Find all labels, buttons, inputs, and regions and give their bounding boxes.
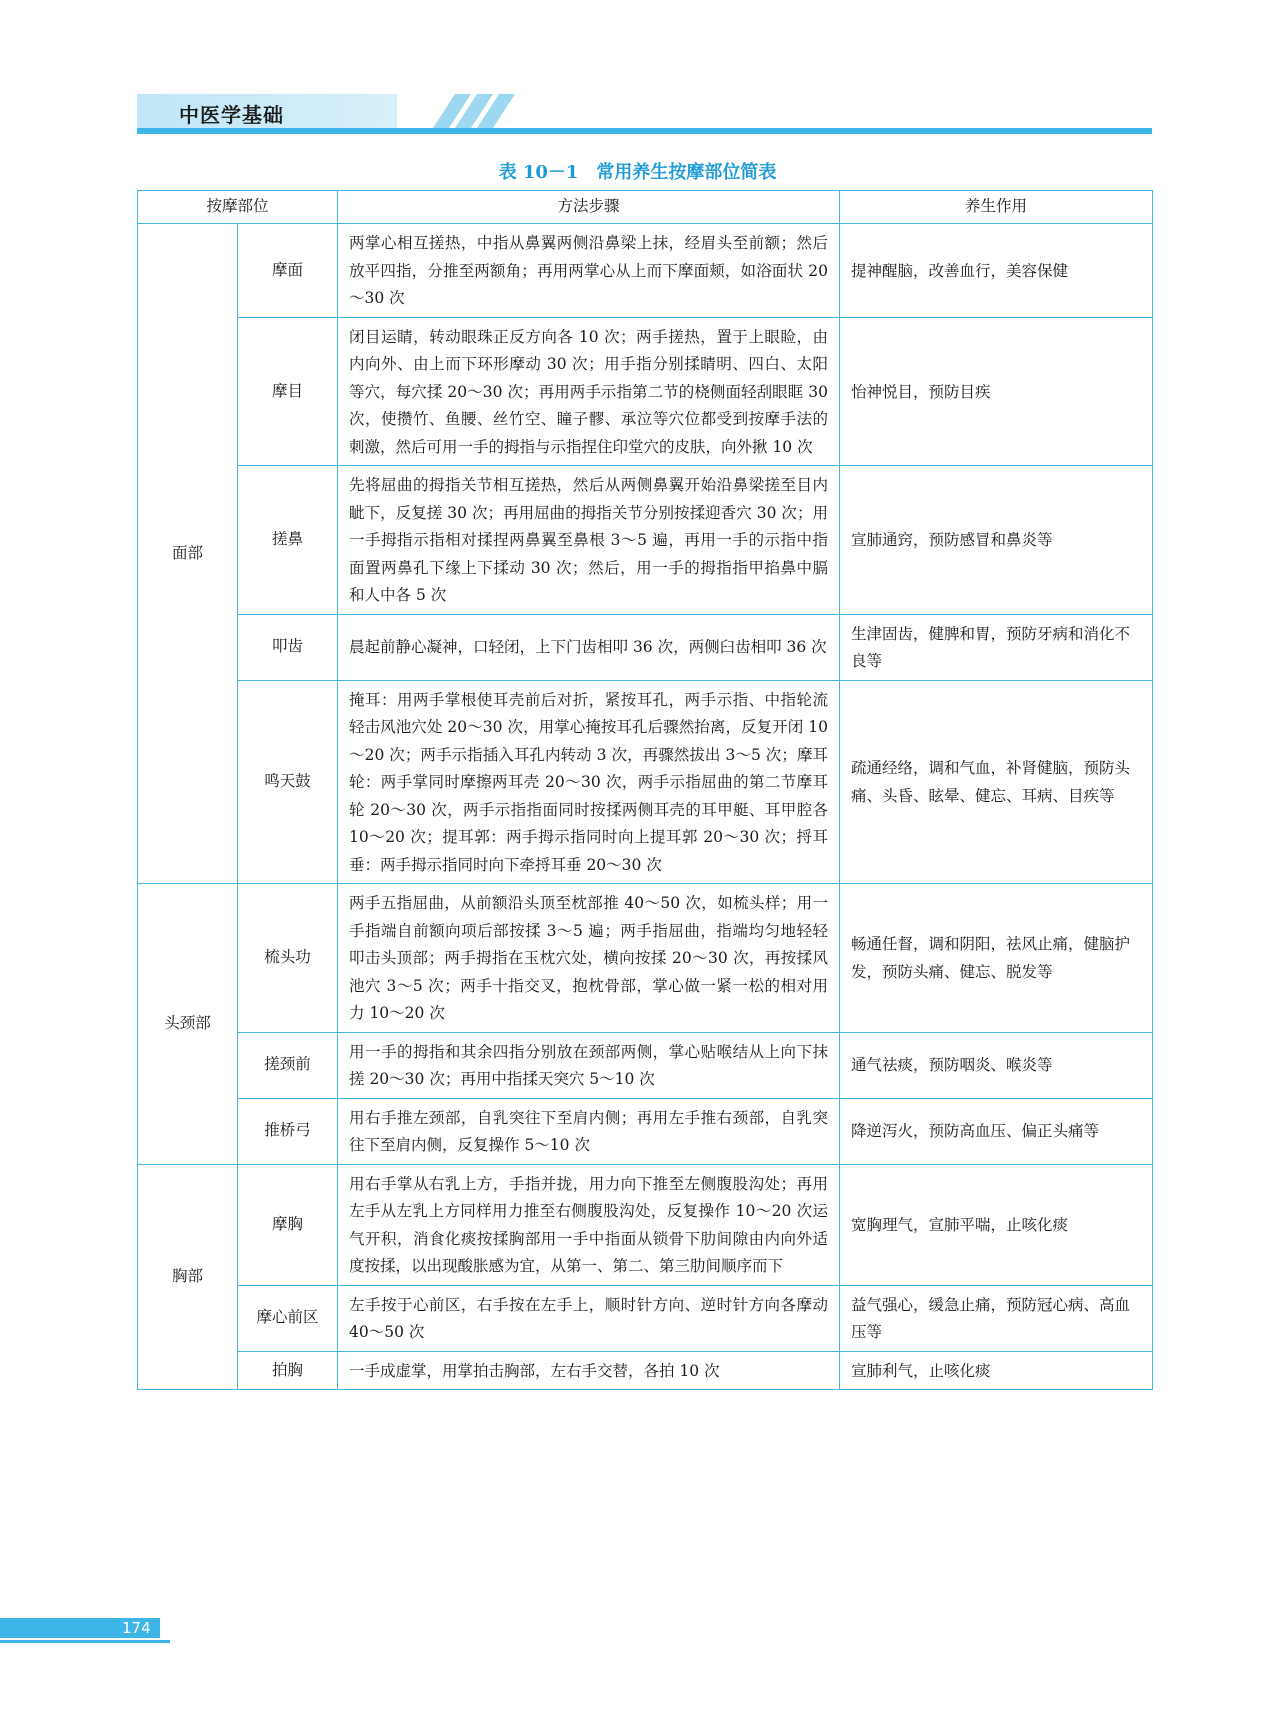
table-row [138, 224, 1153, 318]
table-row [138, 1032, 1153, 1098]
massage-name: 叩齿 [238, 614, 338, 680]
massage-name: 摩胸 [238, 1164, 338, 1285]
table-row [138, 317, 1153, 466]
method-cell: 用右手推左颈部，自乳突往下至肩内侧；再用左手推右颈部，自乳突往下至肩内侧，反复操作 5～10 次 [338, 1098, 840, 1164]
book-title: 中医学基础 [179, 103, 284, 127]
massage-name: 摩目 [238, 317, 338, 466]
method-cell: 一手成虚掌，用掌拍击胸部，左右手交替，各拍 10 次 [338, 1351, 840, 1390]
effect-cell: 通气祛痰，预防咽炎、喉炎等 [840, 1032, 1153, 1098]
region-cell: 胸部 [138, 1164, 238, 1390]
table-header-row [138, 191, 1153, 224]
table-title: 表 10－1 常用养生按摩部位简表 [498, 162, 777, 183]
massage-name: 梳头功 [238, 884, 338, 1033]
table-row [138, 1285, 1153, 1351]
effect-cell: 疏通经络，调和气血，补肾健脑，预防头痛、头昏、眩晕、健忘、耳病、目疾等 [840, 680, 1153, 884]
effect-cell: 宣肺通窍，预防感冒和鼻炎等 [840, 466, 1153, 615]
table-row [138, 1164, 1153, 1285]
method-cell: 闭目运睛，转动眼珠正反方向各 10 次；两手搓热，置于上眼睑，由内向外、由上而下环形摩动 30 次；用手指分别揉睛明、四白、太阳等穴，每穴揉 20～30 次；再用两手示指第二节的桡侧面轻刮眼眶 30 次，使攒竹、鱼腰、丝竹空、瞳子髎、承泣等穴位都受到按摩手法的刺激，然后可用一手的拇指与示指捏住印堂穴的皮肤，向外揪 10 次 [338, 317, 840, 466]
effect-cell: 宣肺利气，止咳化痰 [840, 1351, 1153, 1390]
footer-rule [0, 1640, 170, 1643]
region-cell: 面部 [138, 224, 238, 884]
header-stripes-decoration [337, 94, 537, 128]
table-row [138, 1351, 1153, 1390]
method-cell: 掩耳：用两手掌根使耳壳前后对折，紧按耳孔，两手示指、中指轮流轻击风池穴处 20～30 次，用掌心掩按耳孔后骤然抬离，反复开闭 10～20 次；两手示指插入耳孔内转动 3 次，再骤然拔出 3～5 次；摩耳轮：两手掌同时摩擦两耳壳 20～30 次，两手示指屈曲的第二节摩耳轮 20～30 次，两手示指指面同时按揉两侧耳壳的耳甲艇、耳甲腔各 10～20 次；提耳郭：两手拇示指同时向上提耳郭 20～30 次；捋耳垂：两手拇示指同时向下牵捋耳垂 20～30 次 [338, 680, 840, 884]
header-rule [137, 128, 1152, 134]
effect-cell: 益气强心，缓急止痛，预防冠心病、高血压等 [840, 1285, 1153, 1351]
region-cell: 头颈部 [138, 884, 238, 1165]
massage-name: 鸣天鼓 [238, 680, 338, 884]
table-row [138, 680, 1153, 884]
massage-name: 摩面 [238, 224, 338, 318]
method-cell: 左手按于心前区，右手按在左手上，顺时针方向、逆时针方向各摩动 40～50 次 [338, 1285, 840, 1351]
page-header [137, 94, 1152, 134]
method-cell: 用一手的拇指和其余四指分别放在颈部两侧，掌心贴喉结从上向下抹搓 20～30 次；再用中指揉天突穴 5～10 次 [338, 1032, 840, 1098]
table-row [138, 884, 1153, 1033]
table-row [138, 466, 1153, 615]
column-header-part: 按摩部位 [138, 191, 338, 224]
effect-cell: 怡神悦目，预防目疾 [840, 317, 1153, 466]
table-row [138, 614, 1153, 680]
column-header-method: 方法步骤 [338, 191, 840, 224]
massage-name: 推桥弓 [238, 1098, 338, 1164]
page-footer [0, 1618, 170, 1640]
method-cell: 两掌心相互搓热，中指从鼻翼两侧沿鼻梁上抹，经眉头至前额；然后放平四指，分推至两额角；再用两掌心从上而下摩面颊，如浴面状 20～30 次 [338, 224, 840, 318]
effect-cell: 生津固齿，健脾和胃，预防牙病和消化不良等 [840, 614, 1153, 680]
method-cell: 先将屈曲的拇指关节相互搓热，然后从两侧鼻翼开始沿鼻梁搓至目内眦下，反复搓 30 次；再用屈曲的拇指关节分别按揉迎香穴 30 次；用一手拇指示指相对揉捏两鼻翼至鼻根 3～5 遍，再用一手的示指中指面置两鼻孔下缘上下揉动 30 次；然后，用一手的拇指指甲掐鼻中膈和人中各 5 次 [338, 466, 840, 615]
column-header-effect: 养生作用 [840, 191, 1153, 224]
method-cell: 两手五指屈曲，从前额沿头顶至枕部推 40～50 次，如梳头样；用一手指端自前额向项后部按揉 3～5 遍；两手指屈曲，指端均匀地轻轻叩击头顶部；两手拇指在玉枕穴处，横向按揉 20～30 次，再按揉风池穴 3～5 次；两手十指交叉，抱枕骨部，掌心做一紧一松的相对用力 10～20 次 [338, 884, 840, 1033]
method-cell: 晨起前静心凝神，口轻闭，上下门齿相叩 36 次，两侧臼齿相叩 36 次 [338, 614, 840, 680]
massage-name: 摩心前区 [238, 1285, 338, 1351]
massage-name: 搓鼻 [238, 466, 338, 615]
effect-cell: 宽胸理气，宣肺平喘，止咳化痰 [840, 1164, 1153, 1285]
massage-table [137, 190, 1153, 1390]
effect-cell: 提神醒脑，改善血行，美容保健 [840, 224, 1153, 318]
massage-name: 搓颈前 [238, 1032, 338, 1098]
effect-cell: 降逆泻火，预防高血压、偏正头痛等 [840, 1098, 1153, 1164]
table-row [138, 1098, 1153, 1164]
massage-name: 拍胸 [238, 1351, 338, 1390]
effect-cell: 畅通任督，调和阴阳，祛风止痛，健脑护发，预防头痛、健忘、脱发等 [840, 884, 1153, 1033]
method-cell: 用右手掌从右乳上方，手指并拢，用力向下推至左侧腹股沟处；再用左手从左乳上方同样用力推至右侧腹股沟处，反复操作 10～20 次运气开积，消食化痰按揉胸部用一手中指面从锁骨下肋间隙由内向外适度按揉，以出现酸胀感为宜，从第一、第二、第三肋间顺序而下 [338, 1164, 840, 1285]
page-number: 174 [122, 1619, 151, 1637]
